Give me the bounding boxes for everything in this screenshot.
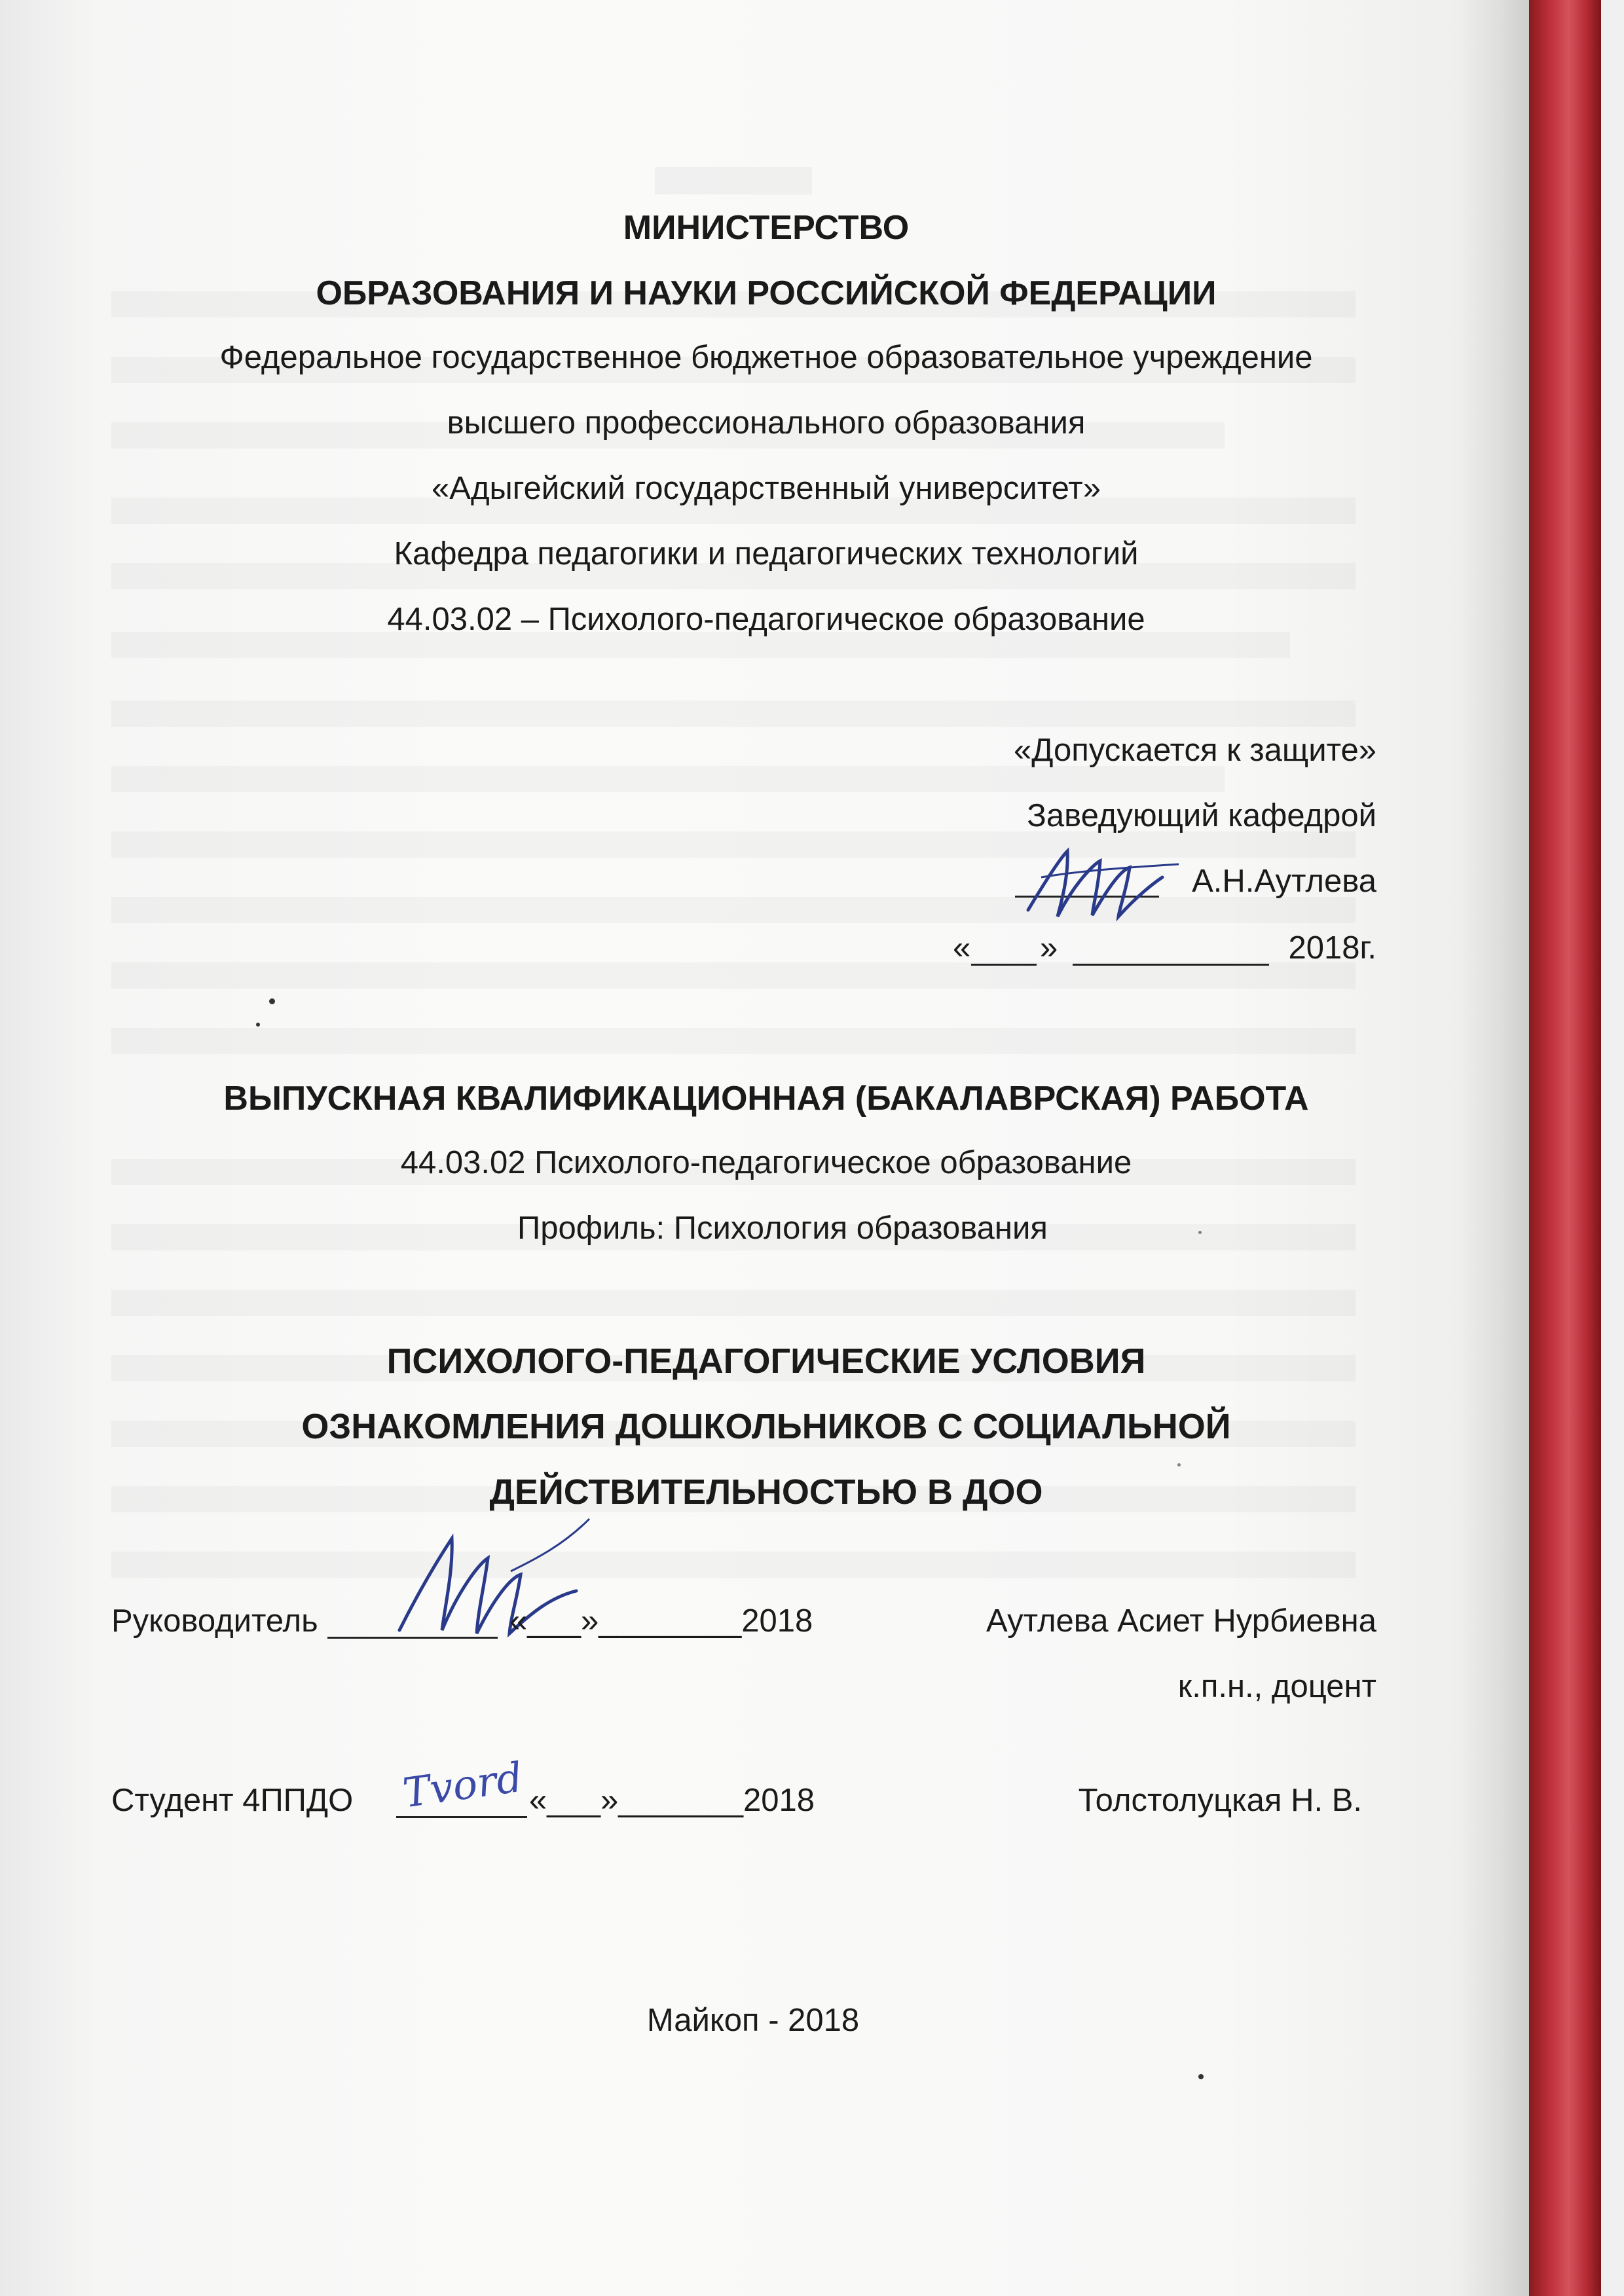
specialty-code: 44.03.02 – Психолого-педагогическое образование bbox=[387, 602, 1145, 637]
title-line-3: ДЕЙСТВИТЕЛЬНОСТЬЮ В ДОО bbox=[489, 1472, 1043, 1512]
ink-speck bbox=[1198, 1231, 1202, 1234]
supervisor-degree: к.п.н., доцент bbox=[1177, 1669, 1376, 1704]
bleed-through-text bbox=[111, 1028, 1356, 1054]
ministry-line-2: ОБРАЗОВАНИЯ И НАУКИ РОССИЙСКОЙ ФЕДЕРАЦИИ bbox=[316, 274, 1217, 312]
bleed-through-text bbox=[111, 701, 1356, 727]
red-binding bbox=[1529, 0, 1601, 2296]
ink-speck bbox=[1198, 2074, 1204, 2079]
approval-heading: «Допускается к защите» bbox=[1013, 733, 1376, 768]
department-name: Кафедра педагогики и педагогических технологий bbox=[394, 536, 1139, 572]
scan-margin bbox=[1601, 0, 1624, 2296]
supervisor-date: «___»________2018 bbox=[509, 1603, 813, 1639]
title-line-2: ОЗНАКОМЛЕНИЯ ДОШКОЛЬНИКОВ С СОЦИАЛЬНОЙ bbox=[301, 1407, 1231, 1446]
work-specialty: 44.03.02 Психолого-педагогическое образование bbox=[400, 1145, 1132, 1180]
bleed-through-text bbox=[111, 962, 1356, 989]
bleed-through-text bbox=[655, 167, 812, 194]
head-name: А.Н.Аутлева bbox=[1192, 864, 1376, 899]
supervisor-name: Аутлева Асиет Нурбиевна bbox=[986, 1603, 1376, 1639]
university-name: «Адыгейский государственный университет» bbox=[432, 471, 1101, 506]
bleed-through-text bbox=[111, 766, 1225, 792]
work-profile: Профиль: Психология образования bbox=[517, 1211, 1048, 1246]
institution-line-1: Федеральное государственное бюджетное образовательное учреждение bbox=[219, 340, 1313, 375]
city-year: Майкоп - 2018 bbox=[646, 2003, 860, 2038]
bleed-through-text bbox=[111, 1290, 1356, 1316]
approval-date-open: « bbox=[953, 930, 971, 966]
bleed-through-text bbox=[111, 1552, 1356, 1578]
supervisor-label: Руководитель bbox=[111, 1603, 318, 1639]
work-type: ВЫПУСКНАЯ КВАЛИФИКАЦИОННАЯ (БАКАЛАВРСКАЯ) РАБОТА bbox=[223, 1080, 1309, 1118]
approval-year: 2018г. bbox=[1288, 930, 1376, 966]
approval-month-blank bbox=[1073, 964, 1269, 966]
student-label: Студент 4ППДО bbox=[111, 1783, 354, 1818]
student-date: «___»_______2018 bbox=[529, 1783, 815, 1818]
student-signature: Tvord bbox=[399, 1753, 526, 1817]
student-name: Толстолуцкая Н. В. bbox=[1078, 1783, 1362, 1818]
approval-day-blank bbox=[971, 964, 1037, 966]
ink-speck bbox=[1177, 1463, 1181, 1467]
approval-head-title: Заведующий кафедрой bbox=[1027, 798, 1376, 833]
ministry-line-1: МИНИСТЕРСТВО bbox=[623, 209, 910, 247]
student-signature-line bbox=[396, 1816, 527, 1818]
ink-speck bbox=[256, 1023, 260, 1027]
head-signature bbox=[1022, 838, 1192, 930]
institution-line-2: высшего профессионального образования bbox=[447, 405, 1086, 441]
approval-date-close: » bbox=[1040, 930, 1058, 966]
title-line-1: ПСИХОЛОГО-ПЕДАГОГИЧЕСКИЕ УСЛОВИЯ bbox=[386, 1341, 1146, 1381]
ink-speck bbox=[269, 998, 275, 1004]
